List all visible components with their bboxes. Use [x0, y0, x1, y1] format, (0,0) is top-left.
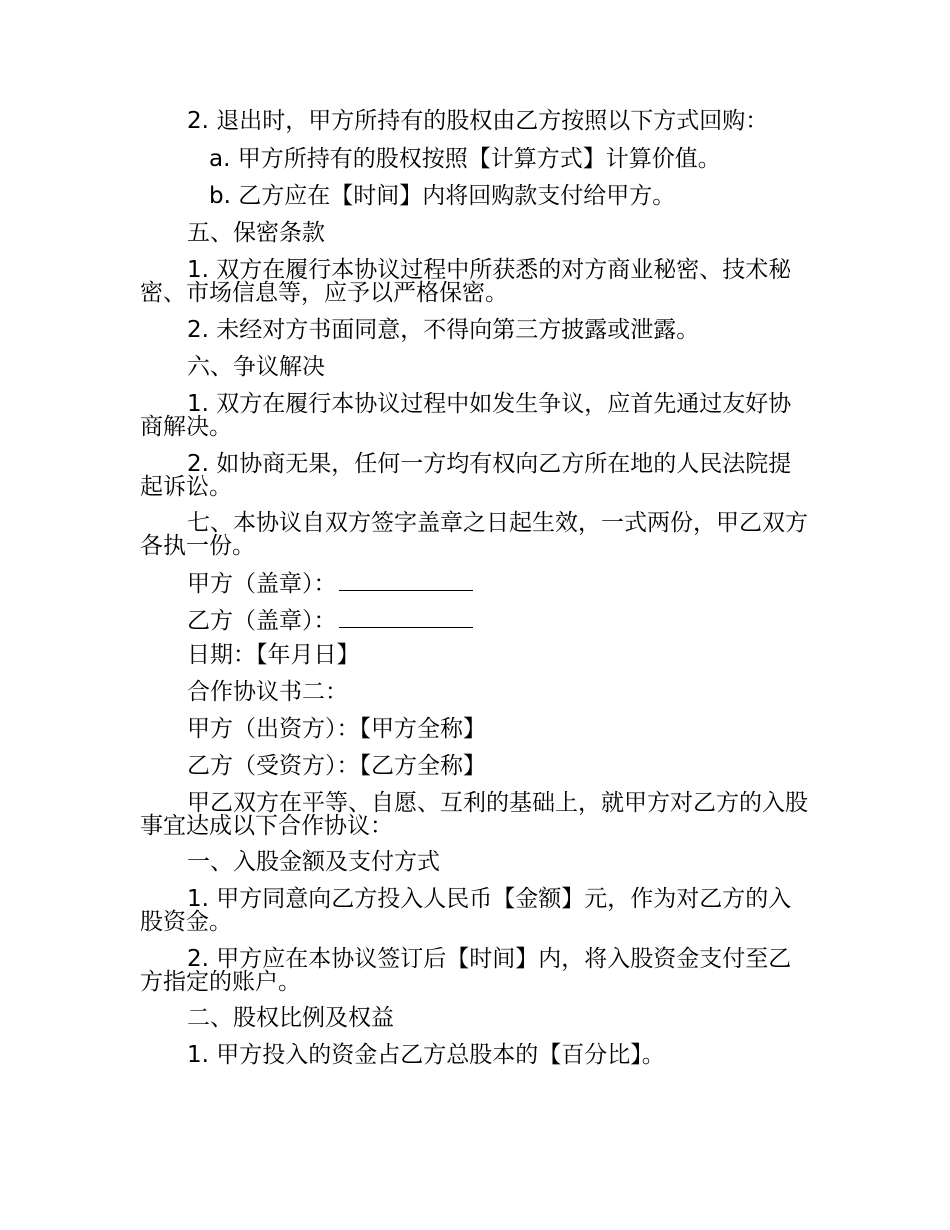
clause-exit-valuation: a. 甲方所持有的股权按照【计算方式】计算价值。: [209, 146, 721, 172]
section-heading-dispute: 六、争议解决: [187, 354, 325, 380]
signature-party-a-label: 甲方（盖章）：: [187, 571, 337, 597]
signature-date: 日期：【年月日】: [187, 642, 360, 668]
clause-investment-1: 1. 甲方同意向乙方投入人民币【金额】元，作为对乙方的入股资金。: [140, 886, 792, 935]
signature-blank-b: [339, 607, 473, 628]
party-b-investee: 乙方（受资方）：【乙方全称】: [187, 753, 486, 779]
signature-party-b-label: 乙方（盖章）：: [187, 608, 337, 634]
clause-investment-2: 2. 甲方应在本协议签订后【时间】内，将入股资金支付至乙方指定的账户。: [140, 946, 792, 995]
clause-exit-buyback: 2. 退出时，甲方所持有的股权由乙方按照以下方式回购：: [187, 108, 769, 134]
party-a-investor: 甲方（出资方）：【甲方全称】: [187, 716, 486, 742]
clause-exit-payment: b. 乙方应在【时间】内将回购款支付给甲方。: [209, 183, 676, 209]
clause-dispute-1: 1. 双方在履行本协议过程中如发生争议，应首先通过友好协商解决。: [140, 391, 792, 440]
clause-dispute-2: 2. 如协商无果，任何一方均有权向乙方所在地的人民法院提起诉讼。: [140, 451, 792, 500]
clause-confidentiality-1: 1. 双方在履行本协议过程中所获悉的对方商业秘密、技术秘密、市场信息等，应予以严格保密。: [140, 257, 792, 306]
signature-party-a: [140, 570, 859, 596]
section-heading-investment: 一、入股金额及支付方式: [187, 849, 440, 875]
section-heading-equity: 二、股权比例及权益: [187, 1005, 394, 1031]
section-heading-confidentiality: 五、保密条款: [187, 220, 325, 246]
clause-equity-1: 1. 甲方投入的资金占乙方总股本的【百分比】。: [187, 1042, 665, 1068]
agreement-preamble: 甲乙双方在平等、自愿、互利的基础上，就甲方对乙方的入股事宜达成以下合作协议：: [140, 790, 808, 839]
signature-blank-a: [339, 570, 473, 591]
clause-confidentiality-2: 2. 未经对方书面同意，不得向第三方披露或泄露。: [187, 317, 700, 343]
signature-party-b: [140, 607, 859, 633]
agreement-two-title: 合作协议书二：: [187, 679, 348, 705]
clause-effective: 七、本协议自双方签字盖章之日起生效，一式两份，甲乙双方各执一份。: [140, 510, 808, 559]
